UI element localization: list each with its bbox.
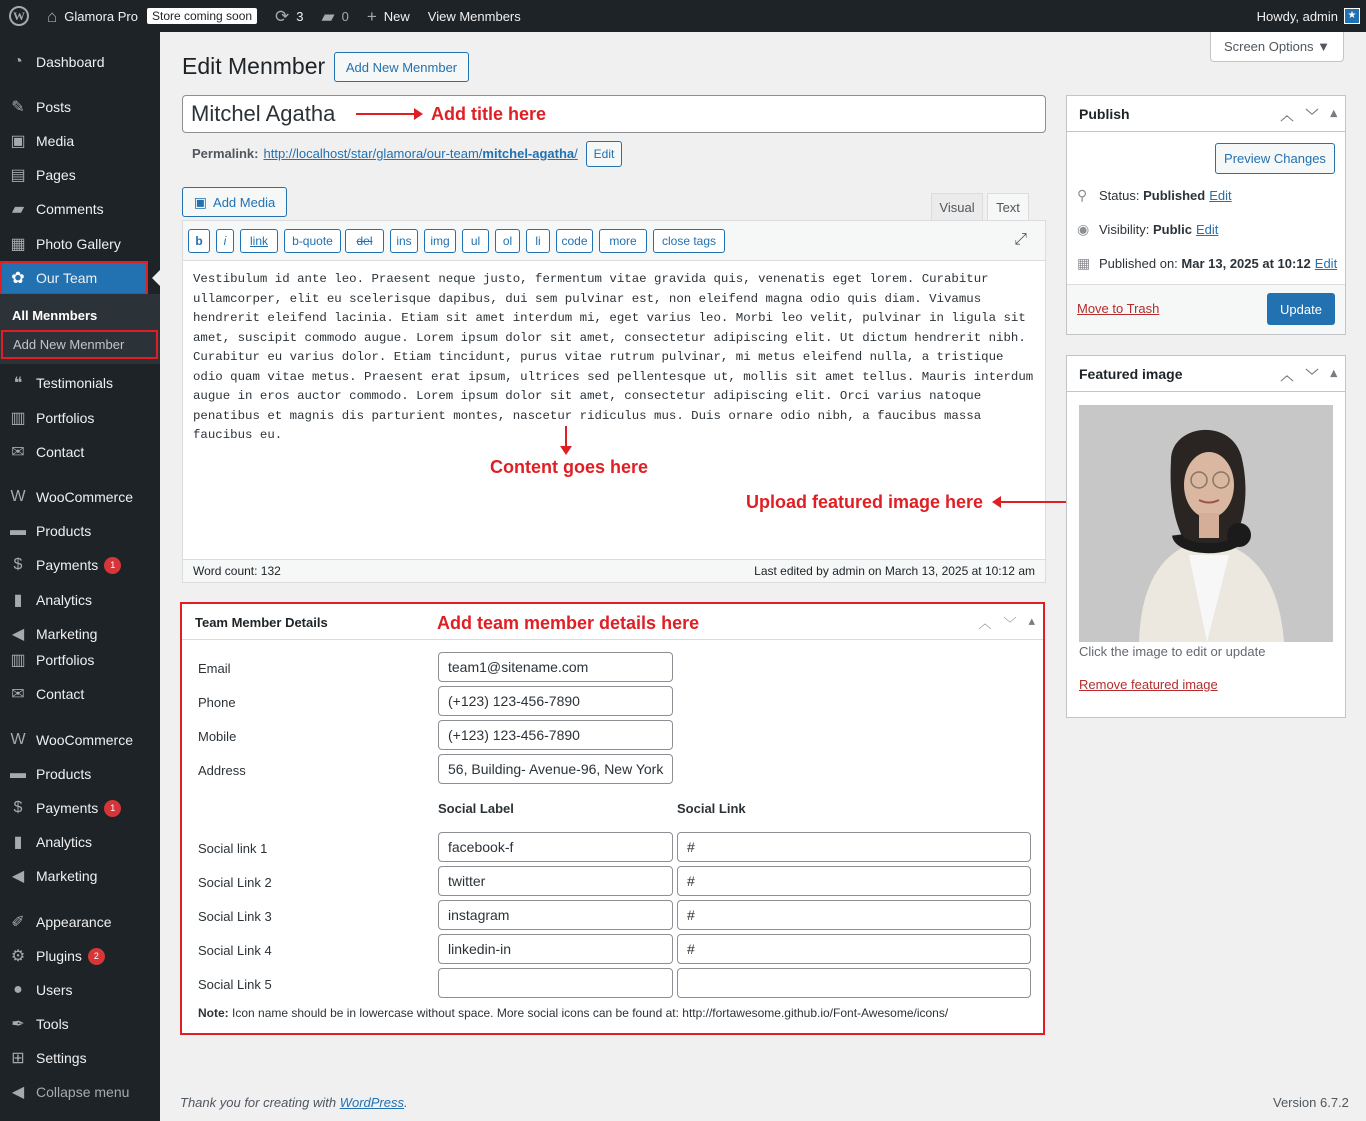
add-new-member-button[interactable]: Add New Menmber: [334, 52, 469, 82]
quicktag-link-button[interactable]: link: [240, 229, 278, 253]
wordpress-link[interactable]: WordPress: [339, 1095, 404, 1110]
sidebar-item-label: Photo Gallery: [36, 236, 121, 252]
status-row: ⚲ Status: Published Edit: [1077, 187, 1232, 203]
sidebar-item-dashboard[interactable]: [0, 45, 160, 79]
featured-title: Featured image ︿ ﹀ ▴: [1067, 356, 1345, 392]
permalink-row: [192, 146, 578, 161]
sidebar-item-analytics[interactable]: [0, 583, 160, 617]
team-box-header: [182, 604, 1043, 640]
sidebar-item-media[interactable]: [0, 124, 160, 158]
sidebar-item-label: Testimonials: [36, 375, 114, 391]
comments-link[interactable]: ▰ 0: [321, 6, 349, 26]
team-annotation: Add team member details here: [437, 613, 700, 633]
view-members-link[interactable]: View Menmbers: [427, 8, 521, 24]
sidebar-item-marketing[interactable]: [0, 859, 160, 893]
sidebar-item-label: Marketing: [36, 626, 98, 642]
title-note-arrow: [356, 113, 418, 115]
media-icon: ▣: [193, 193, 208, 210]
permalink-link[interactable]: http://localhost/star/glamora/our-team/mitchel-agatha/: [263, 146, 578, 161]
sidebar-item-plugins[interactable]: [0, 939, 160, 973]
refresh-icon: ⟳: [275, 6, 290, 26]
sidebar-item-woocommerce[interactable]: [0, 480, 160, 514]
box-controls: [978, 613, 1035, 632]
screen-options-button[interactable]: Screen Options ▼: [1210, 32, 1344, 62]
mobile-label: Mobile: [198, 729, 237, 744]
social-row-label: Social Link 2: [198, 875, 272, 890]
quicktag-code-button[interactable]: code: [556, 229, 593, 253]
sidebar-item-testimonials[interactable]: [0, 366, 160, 400]
sidebar-item-label: Payments: [36, 800, 99, 816]
pages-icon: ▤: [10, 167, 26, 184]
team-box-title: Team Member Details: [195, 615, 328, 630]
comment-bubble-icon: ▰: [321, 6, 335, 26]
social-note: Note: Icon name should be in lowercase without space. More social icons can be found at: http://fortawesome.github.io/Font-Awesome/icons/: [198, 1006, 949, 1020]
fullscreen-icon[interactable]: ⤢: [1014, 231, 1027, 248]
notification-badge: 1: [104, 800, 121, 817]
sidebar-item-label: Our Team: [36, 270, 98, 286]
sidebar-item-comments[interactable]: [0, 192, 160, 226]
portfolio-icon: ▥: [10, 410, 26, 427]
sidebar-item-label: Payments: [36, 557, 99, 573]
sidebar-item-posts[interactable]: [0, 90, 160, 124]
sidebar-item-label: Settings: [36, 1050, 87, 1066]
sidebar-item-label: Posts: [36, 99, 72, 115]
update-button[interactable]: Update: [1267, 293, 1335, 325]
phone-field[interactable]: (+123) 123-456-7890: [438, 686, 673, 716]
arrow-head-icon: [414, 108, 423, 120]
date-edit-link[interactable]: Edit: [1314, 256, 1338, 271]
social-link-input[interactable]: [677, 968, 1031, 998]
visibility-row: ◉ Visibility: Public Edit: [1077, 221, 1219, 237]
preview-changes-button[interactable]: Preview Changes: [1215, 143, 1335, 174]
sidebar-item-label: Products: [36, 766, 92, 782]
marketing-icon: ◀: [11, 868, 25, 885]
analytics-icon: ▮: [13, 834, 23, 851]
sidebar-item-contact[interactable]: [0, 435, 160, 469]
chevron-down-icon[interactable]: ﹀: [1305, 108, 1319, 123]
sidebar-item-label: Portfolios: [36, 410, 95, 426]
quicktag-i-button[interactable]: i: [216, 229, 234, 253]
avatar: ★: [1344, 8, 1360, 24]
publish-actions: [1067, 284, 1345, 334]
woocommerce-icon: W: [10, 731, 26, 748]
chevron-up-icon[interactable]: ︿: [1280, 368, 1294, 383]
tab-visual[interactable]: Visual: [931, 193, 983, 221]
sidebar-item-label: WooCommerce: [36, 489, 133, 505]
payments-icon: $: [13, 799, 23, 816]
calendar-icon: ▦: [1077, 255, 1091, 271]
analytics-icon: ▮: [13, 592, 23, 609]
home-icon: ⌂: [47, 6, 58, 26]
sidebar-item-label: Plugins: [36, 948, 82, 964]
social-link-header: Social Link: [677, 801, 746, 816]
box-controls: [1280, 105, 1337, 124]
updates-link[interactable]: ⟳ 3: [275, 6, 304, 26]
sidebar-item-woocommerce[interactable]: [0, 723, 160, 757]
address-field[interactable]: 56, Building- Avenue-96, New York: [438, 754, 673, 784]
page-title: Edit Menmber: [182, 53, 326, 79]
dashboard-icon: ◔: [13, 53, 23, 70]
sidebar-item-contact[interactable]: [0, 677, 160, 711]
sidebar-item-portfolios[interactable]: [0, 643, 160, 677]
title-input[interactable]: Mitchel Agatha: [182, 95, 1046, 133]
publish-box: [1066, 95, 1346, 335]
team-member-details-box: [180, 602, 1045, 1035]
sidebar-item-analytics[interactable]: [0, 825, 160, 859]
quote-icon: ❝: [13, 375, 23, 392]
sidebar-item-label: WooCommerce: [36, 732, 133, 748]
sidebar-item-label: Collapse menu: [36, 1084, 130, 1100]
social-row-label: Social Link 3: [198, 909, 272, 924]
status-edit-link[interactable]: Edit: [1209, 188, 1232, 203]
social-row-label: Social Link 5: [198, 977, 272, 992]
featured-hint: Click the image to edit or update: [1079, 644, 1266, 659]
products-icon: ▬: [10, 522, 26, 539]
publish-title: Publish ︿ ﹀ ▴: [1067, 96, 1345, 132]
sidebar-item-tools[interactable]: [0, 1007, 160, 1041]
featured-image[interactable]: [1079, 405, 1333, 642]
quicktags-toolbar: [183, 221, 1045, 261]
sidebar-item-label: Analytics: [36, 592, 93, 608]
footer-version: Version 6.7.2: [1273, 1095, 1349, 1110]
sidebar-item-photo-gallery[interactable]: [0, 227, 160, 261]
new-content-link[interactable]: + New: [366, 6, 410, 26]
sidebar-item-products[interactable]: [0, 757, 160, 791]
sidebar-item-label: Tools: [36, 1016, 69, 1032]
phone-label: Phone: [198, 695, 236, 710]
quicktag-ol-button[interactable]: ol: [495, 229, 520, 253]
permalink-edit-button[interactable]: Edit: [586, 141, 622, 167]
mobile-field[interactable]: (+123) 123-456-7890: [438, 720, 673, 750]
social-link-input[interactable]: #: [677, 866, 1031, 896]
chevron-up-icon[interactable]: ︿: [978, 616, 992, 631]
admin-sidebar: [0, 32, 160, 1121]
social-link-input[interactable]: #: [677, 934, 1031, 964]
portfolio-icon: ▥: [10, 652, 26, 669]
collapse-icon: ◀: [11, 1084, 25, 1101]
social-name-input[interactable]: linkedin-in: [438, 934, 673, 964]
content-note-arrow: [565, 426, 567, 448]
sidebar-item-appearance[interactable]: [0, 905, 160, 939]
move-to-trash-link[interactable]: Move to Trash: [1077, 301, 1160, 316]
social-label-header: Social Label: [438, 801, 514, 816]
footer-thanks: Thank you for creating with WordPress.: [180, 1095, 408, 1110]
address-label: Address: [198, 763, 246, 778]
quicktag-b-button[interactable]: b: [188, 229, 210, 253]
sidebar-item-payments[interactable]: [0, 548, 160, 582]
sidebar-item-label: Portfolios: [36, 652, 95, 668]
sidebar-item-label: Contact: [36, 686, 85, 702]
sidebar-item-label: Media: [36, 133, 75, 149]
sidebar-item-products[interactable]: [0, 514, 160, 548]
woocommerce-icon: W: [10, 488, 26, 505]
notification-badge: 1: [104, 557, 121, 574]
quicktag-li-button[interactable]: li: [526, 229, 550, 253]
quicktag-b-quote-button[interactable]: b-quote: [284, 229, 341, 253]
social-link-input[interactable]: #: [677, 832, 1031, 862]
sidebar-item-label: Analytics: [36, 834, 93, 850]
quicktag-del-button[interactable]: del: [345, 229, 384, 253]
admin-bar: [0, 0, 1366, 32]
payments-icon: $: [13, 556, 23, 573]
content-textarea[interactable]: Vestibulum id ante leo. Praesent neque justo, fermentum vitae gravida quis, venenatis eget lorem. Curabitur ullamcorper, elit eu scelerisque dapibus, dui sem pulvinar est, non eleifend magna odio quis diam. Vivamus hendrerit eleifend lacinia. Etiam sit amet interdum mi, eget varius leo. Morbi leo velit, pulvinar in ligula sit amet, suscipit commodo augue. Lorem ipsum dolor sit amet, consectetur adipiscing elit. Ut dictum hendrerit nibh. Curabitur eu varius dolor. Etiam tincidunt, purus vitae rutrum pulvinar, mi metus eleifend nulla, a tristique odio quam vitae metus. Praesent erat ipsum, ultrices sed pellentesque ut, mollis sit amet tellus. Mauris interdum augue in eros auctor commodo. Lorem ipsum dolor sit amet, consectetur adipiscing elit. Orci varius natoque penatibus et magnis dis parturient montes, nascetur ridiculus mus. Duis ornare odio nibh, a faucibus massa faucibus eu.: [193, 272, 1034, 442]
quicktag-more-button[interactable]: more: [599, 229, 647, 253]
title-annotation: Add title here: [431, 104, 547, 124]
sidebar-item-label: Users: [36, 982, 73, 998]
sidebar-item-label: Pages: [36, 167, 76, 183]
add-media-button[interactable]: ▣ Add Media: [182, 187, 287, 217]
comments-icon: ▰: [11, 201, 25, 218]
sidebar-item-label: Appearance: [36, 914, 112, 930]
social-row-label: Social Link 4: [198, 943, 272, 958]
quicktag-img-button[interactable]: img: [424, 229, 456, 253]
mail-icon: ✉: [11, 444, 25, 461]
sidebar-item-users[interactable]: [0, 973, 160, 1007]
featured-annotation: Upload featured image here: [746, 492, 984, 512]
published-row: ▦ Published on: Mar 13, 2025 at 10:12 Edit: [1077, 255, 1338, 271]
gallery-icon: ▦: [10, 236, 26, 253]
sidebar-item-pages[interactable]: [0, 158, 160, 192]
account-menu[interactable]: Howdy, admin ★: [1257, 8, 1366, 24]
visibility-edit-link[interactable]: Edit: [1195, 222, 1219, 237]
box-controls: [1280, 365, 1337, 384]
sidebar-item-label: Contact: [36, 444, 85, 460]
social-name-input[interactable]: facebook-f: [438, 832, 673, 862]
social-name-input[interactable]: twitter: [438, 866, 673, 896]
permalink-label: Permalink:: [192, 146, 259, 161]
arrow-down-icon: [560, 446, 572, 455]
sidebar-item-label: Marketing: [36, 868, 98, 884]
social-name-input[interactable]: [438, 968, 673, 998]
social-link-input[interactable]: #: [677, 900, 1031, 930]
submenu-add-new-member[interactable]: Add New Menmber: [1, 330, 158, 359]
appearance-icon: ✐: [11, 914, 25, 931]
sidebar-item-label: Dashboard: [36, 54, 105, 70]
toggle-panel-icon[interactable]: ▴: [1028, 613, 1035, 628]
pin-icon: ✎: [11, 99, 25, 116]
editor-statusbar: [183, 559, 1045, 582]
email-field[interactable]: team1@sitename.com: [438, 652, 673, 682]
word-count: Word count: 132: [193, 564, 281, 578]
social-name-input[interactable]: instagram: [438, 900, 673, 930]
site-name-link[interactable]: ⌂ Glamora Pro Store coming soon: [38, 0, 266, 32]
chevron-up-icon[interactable]: ︿: [1280, 108, 1294, 123]
products-icon: ▬: [10, 765, 26, 782]
portrait-photo: [1079, 405, 1333, 642]
toggle-panel-icon[interactable]: ▴: [1330, 365, 1337, 380]
quicktag-ins-button[interactable]: ins: [390, 229, 418, 253]
plugins-icon: ⚙: [10, 948, 26, 965]
tools-icon: ✒: [11, 1016, 25, 1033]
users-icon: ●: [13, 981, 23, 998]
quicktag-ul-button[interactable]: ul: [462, 229, 489, 253]
sidebar-item-label: Comments: [36, 201, 104, 217]
sidebar-item-our-team[interactable]: [0, 261, 148, 295]
chevron-down-icon[interactable]: ﹀: [1305, 368, 1319, 383]
sidebar-item-payments[interactable]: [0, 791, 160, 825]
marketing-icon: ◀: [11, 626, 25, 643]
active-menu-arrow: [152, 270, 160, 286]
eye-icon: ◉: [1077, 221, 1090, 237]
our-team-submenu: [0, 294, 160, 364]
sidebar-item-label: Products: [36, 523, 92, 539]
mail-icon: ✉: [11, 686, 25, 703]
toggle-panel-icon[interactable]: ▴: [1330, 105, 1337, 120]
sidebar-item-collapse-menu[interactable]: [0, 1075, 160, 1109]
wordpress-logo-icon[interactable]: W: [0, 0, 38, 32]
text-editor: [182, 220, 1046, 583]
social-row-label: Social link 1: [198, 841, 268, 856]
submenu-all-members[interactable]: All Menmbers: [12, 308, 98, 323]
settings-icon: ⊞: [11, 1050, 25, 1067]
remove-featured-image-link[interactable]: Remove featured image: [1079, 677, 1218, 692]
content-annotation: Content goes here: [490, 457, 649, 477]
sidebar-item-portfolios[interactable]: [0, 401, 160, 435]
pin-icon: ⚲: [1077, 187, 1088, 203]
quicktag-close-tags-button[interactable]: close tags: [653, 229, 725, 253]
plus-icon: +: [366, 6, 377, 26]
team-icon: ✿: [11, 270, 25, 287]
store-status-badge[interactable]: Store coming soon: [147, 8, 257, 24]
chevron-down-icon[interactable]: ﹀: [1003, 616, 1017, 631]
email-label: Email: [198, 661, 231, 676]
media-icon: ▣: [10, 133, 26, 150]
tab-text[interactable]: Text: [987, 193, 1029, 221]
sidebar-item-settings[interactable]: [0, 1041, 160, 1075]
last-edited: Last edited by admin on March 13, 2025 at 10:12 am: [754, 564, 1035, 578]
notification-badge: 2: [88, 948, 105, 965]
